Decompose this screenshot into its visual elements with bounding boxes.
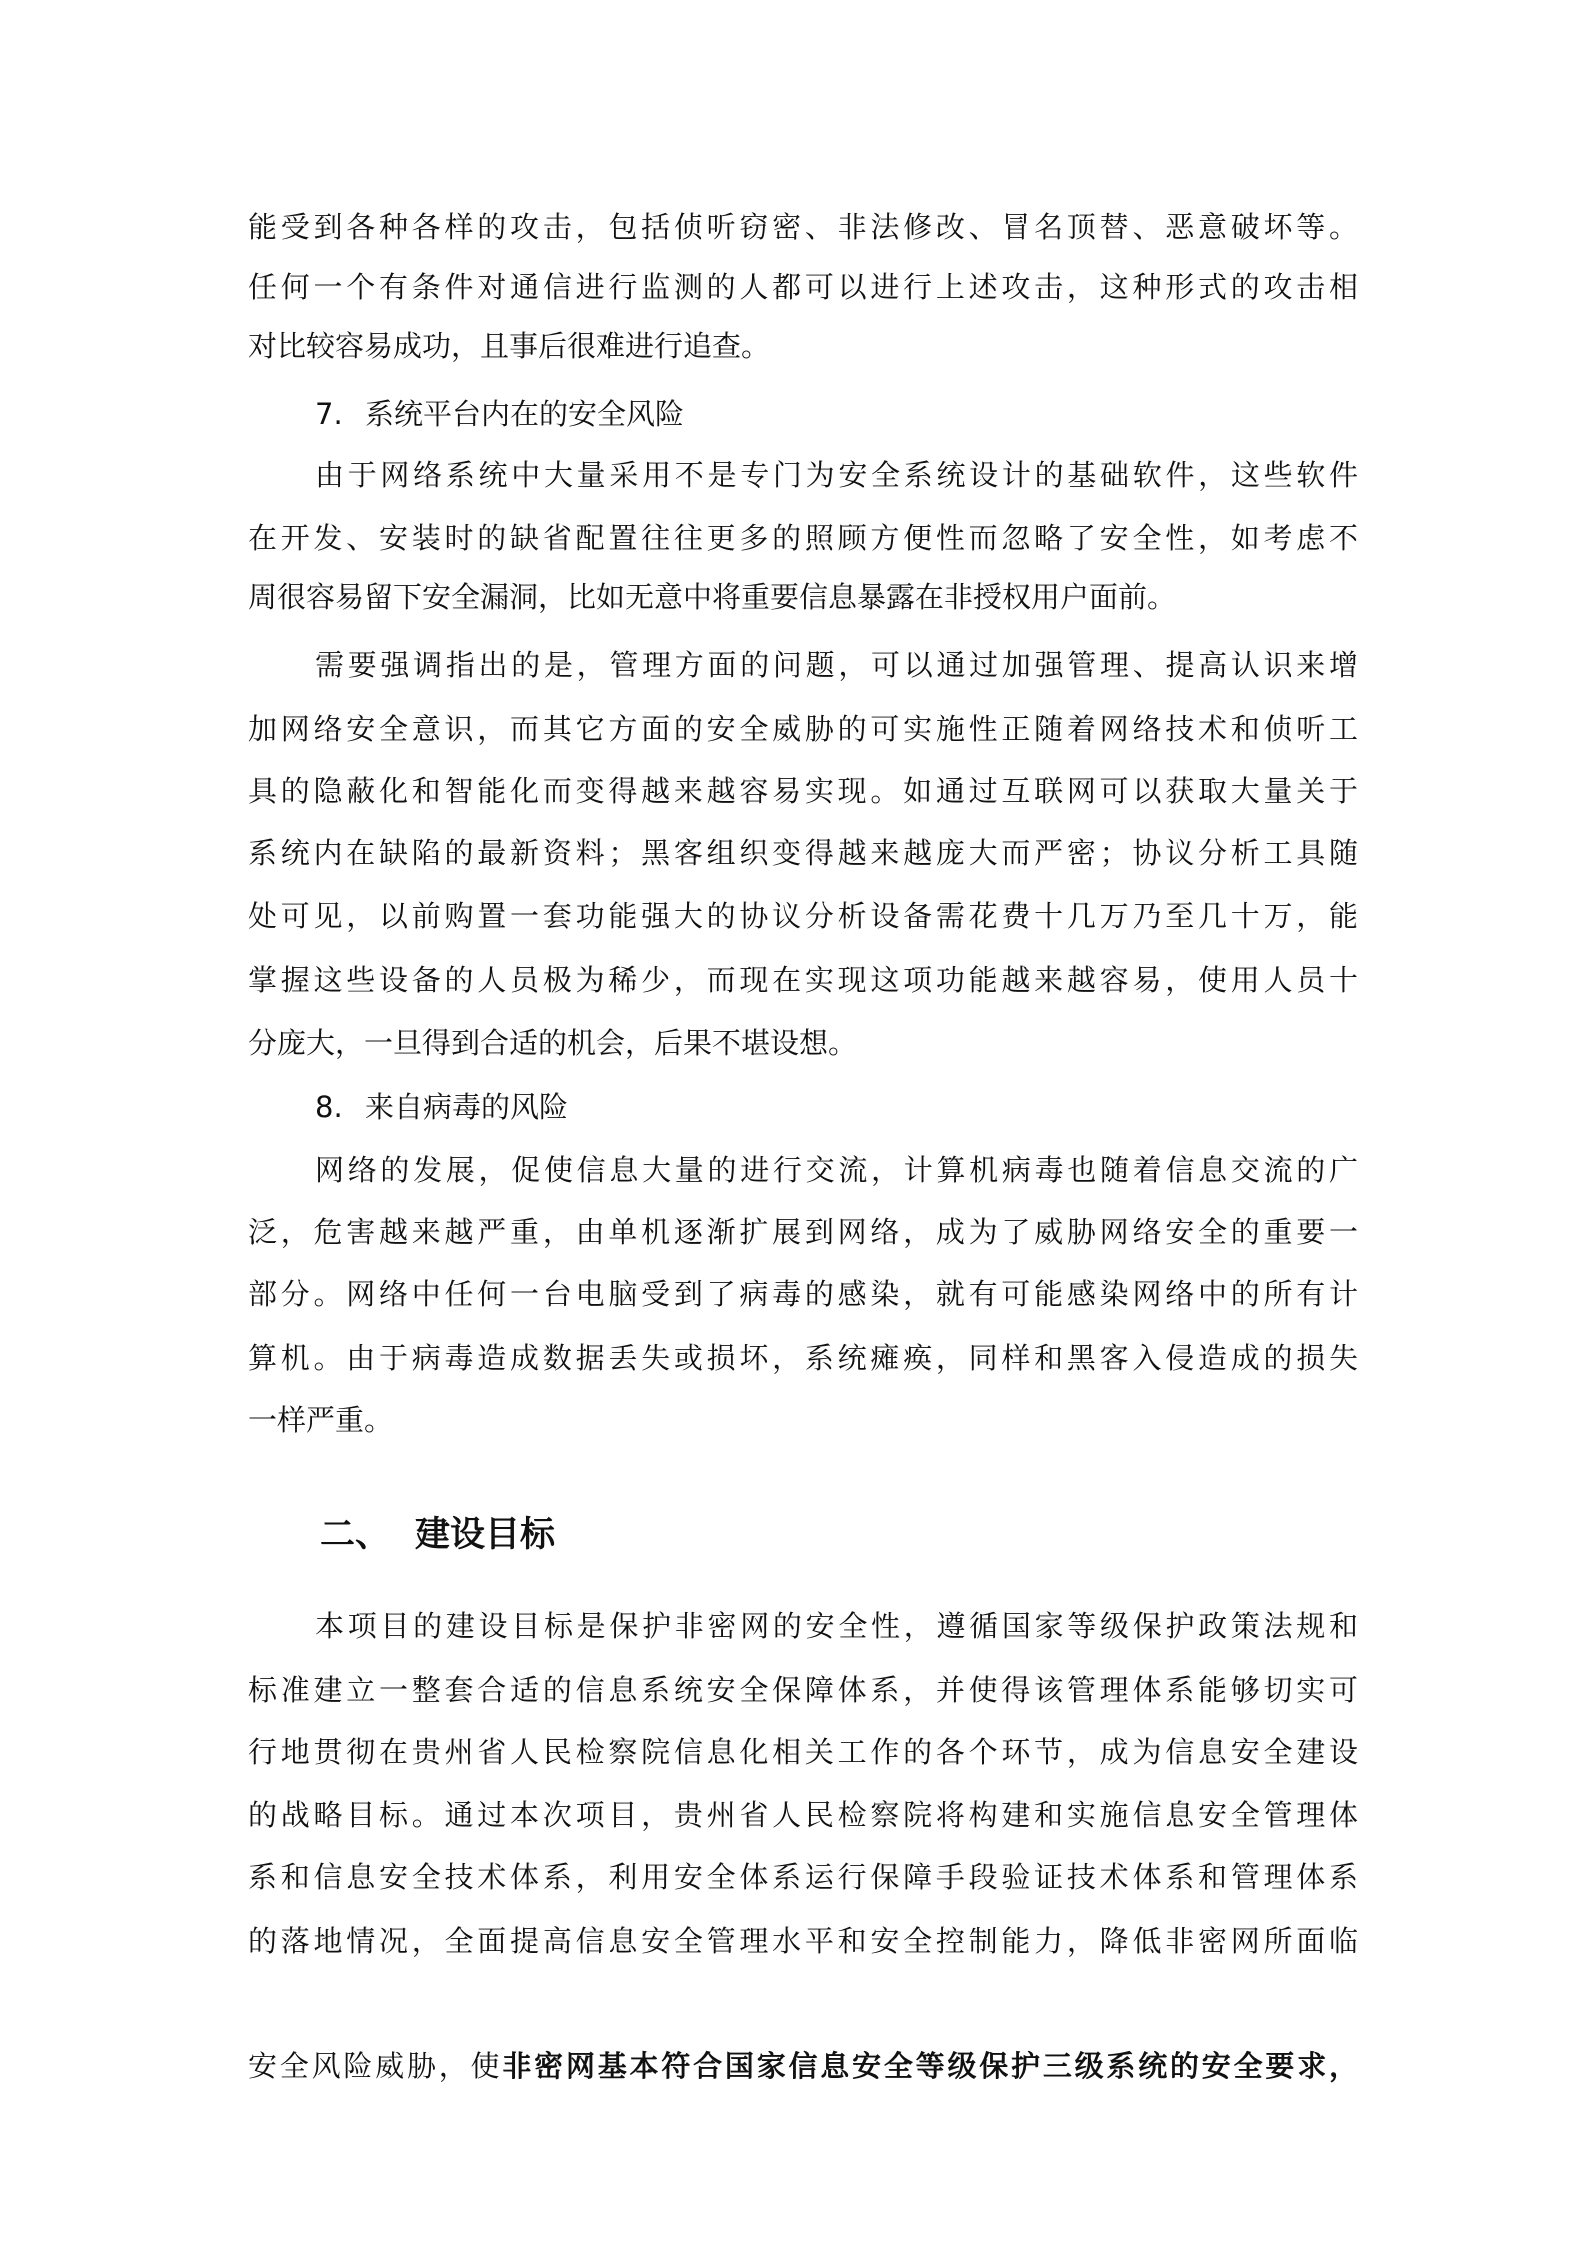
heading-text: 来自病毒的风险 — [365, 1090, 569, 1124]
text-bold: 非密网基本符合国家信息安全等级保护三级系统的安全要求， — [502, 2049, 1358, 2083]
text-line: 的落地情况，全面提高信息安全管理水平和安全控制能力，降低非密网所面临 — [248, 1924, 1358, 1958]
text-line: 的战略目标。通过本次项目，贵州省人民检察院将构建和实施信息安全管理体 — [248, 1798, 1358, 1832]
text-line: 行地贯彻在贵州省人民检察院信息化相关工作的各个环节，成为信息安全建设 — [248, 1735, 1358, 1769]
text-line: 对比较容易成功，且事后很难进行追查。 — [248, 329, 771, 363]
heading-text: 系统平台内在的安全风险 — [365, 397, 685, 431]
heading-number: 7. — [315, 397, 343, 431]
text-line: 一样严重。 — [248, 1403, 394, 1437]
text-line: 算机。由于病毒造成数据丢失或损坏，系统瘫痪，同样和黑客入侵造成的损失 — [248, 1341, 1358, 1375]
heading-number: 二、 — [320, 1515, 391, 1555]
text-line: 泛，危害越来越严重，由单机逐渐扩展到网络，成为了威胁网络安全的重要一 — [248, 1215, 1358, 1249]
text-line: 标准建立一整套合适的信息系统安全保障体系，并使得该管理体系能够切实可 — [248, 1673, 1358, 1707]
text-line: 在开发、安装时的缺省配置往往更多的照顾方便性而忽略了安全性，如考虑不 — [248, 521, 1358, 555]
text-line: 本项目的建设目标是保护非密网的安全性，遵循国家等级保护政策法规和 — [315, 1609, 1358, 1643]
text-line: 系和信息安全技术体系，利用安全体系运行保障手段验证技术体系和管理体系 — [248, 1860, 1358, 1894]
text-line: 由于网络系统中大量采用不是专门为安全系统设计的基础软件，这些软件 — [315, 458, 1358, 492]
text-line: 具的隐蔽化和智能化而变得越来越容易实现。如通过互联网可以获取大量关于 — [248, 774, 1358, 808]
text-line: 加网络安全意识，而其它方面的安全威胁的可实施性正随着网络技术和侦听工 — [248, 712, 1358, 746]
text-line: 能受到各种各样的攻击，包括侦听窃密、非法修改、冒名顶替、恶意破坏等。 — [248, 210, 1358, 244]
text-line: 部分。网络中任何一台电脑受到了病毒的感染，就有可能感染网络中的所有计 — [248, 1277, 1358, 1311]
subsection-heading — [315, 396, 684, 432]
text-line: 系统内在缺陷的最新资料；黑客组织变得越来越庞大而严密；协议分析工具随 — [248, 836, 1358, 870]
text-line: 处可见，以前购置一套功能强大的协议分析设备需花费十几万乃至几十万，能 — [248, 899, 1358, 933]
text-normal: 安全风险威胁，使 — [248, 2049, 503, 2083]
text-line: 任何一个有条件对通信进行监测的人都可以进行上述攻击，这种形式的攻击相 — [248, 270, 1358, 304]
text-line: 需要强调指出的是，管理方面的问题，可以通过加强管理、提高认识来增 — [315, 648, 1358, 682]
text-line — [248, 2048, 1358, 2084]
text-line: 网络的发展，促使信息大量的进行交流，计算机病毒也随着信息交流的广 — [315, 1153, 1358, 1187]
heading-number: 8. — [315, 1090, 343, 1124]
heading-text: 建设目标 — [415, 1515, 556, 1555]
text-line: 掌握这些设备的人员极为稀少，而现在实现这项功能越来越容易，使用人员十 — [248, 963, 1358, 997]
subsection-heading — [315, 1089, 568, 1125]
text-line: 分庞大，一旦得到合适的机会，后果不堪设想。 — [248, 1026, 858, 1060]
text-line: 周很容易留下安全漏洞，比如无意中将重要信息暴露在非授权用户面前。 — [248, 580, 1177, 614]
section-heading — [320, 1513, 555, 1557]
